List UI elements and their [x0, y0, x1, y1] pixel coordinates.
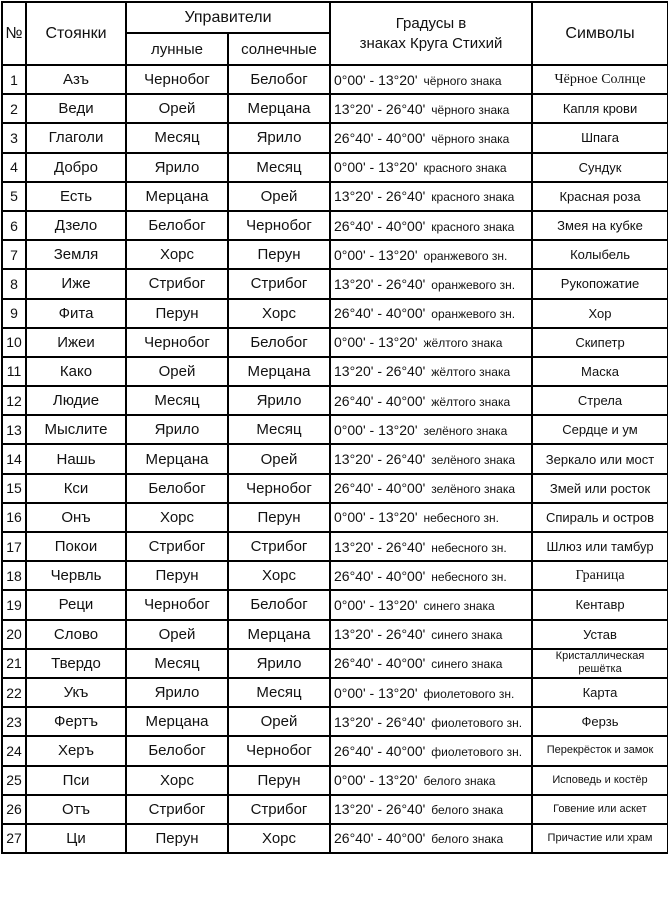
- degree-range: [330, 503, 532, 532]
- table-row: [2, 766, 668, 795]
- degree-value: 26°40' - 40°00': [334, 217, 426, 234]
- symbol: Змей или росток: [532, 474, 668, 503]
- symbol: Скипетр: [532, 328, 668, 357]
- lunar-ruler: Белобог: [126, 474, 228, 503]
- symbol: Чёрное Солнце: [532, 65, 668, 94]
- table-row: [2, 182, 668, 211]
- degree-value: 13°20' - 26°40': [334, 713, 426, 730]
- table-row: [2, 620, 668, 649]
- row-number: 21: [2, 649, 26, 678]
- sign-name: фиолетового зн.: [423, 686, 515, 701]
- lunar-ruler: Стрибог: [126, 795, 228, 824]
- degree-range: [330, 561, 532, 590]
- lunar-ruler: Ярило: [126, 678, 228, 707]
- solar-ruler: Хорс: [228, 299, 330, 328]
- sign-name: зелёного знака: [423, 423, 508, 438]
- table-row: [2, 678, 668, 707]
- solar-ruler: Орей: [228, 182, 330, 211]
- lunar-ruler: Мерцана: [126, 182, 228, 211]
- lunar-ruler: Месяц: [126, 649, 228, 678]
- table-row: [2, 415, 668, 444]
- solar-ruler: Орей: [228, 444, 330, 473]
- solar-ruler: Белобог: [228, 590, 330, 619]
- symbol: Шпага: [532, 123, 668, 152]
- degree-value: 26°40' - 40°00': [334, 567, 426, 584]
- lunar-ruler: Чернобог: [126, 590, 228, 619]
- symbol: Рукопожатие: [532, 269, 668, 298]
- station-name: Дзело: [26, 211, 126, 240]
- row-number: 12: [2, 386, 26, 415]
- table-row: [2, 269, 668, 298]
- lunar-ruler: Ярило: [126, 153, 228, 182]
- table-row: [2, 444, 668, 473]
- station-name: Кси: [26, 474, 126, 503]
- row-number: 14: [2, 444, 26, 473]
- degree-value: 13°20' - 26°40': [334, 275, 426, 292]
- solar-ruler: Месяц: [228, 153, 330, 182]
- sign-name: красного знака: [423, 161, 507, 176]
- row-number: 8: [2, 269, 26, 298]
- table-row: [2, 561, 668, 590]
- row-number: 13: [2, 415, 26, 444]
- lunar-ruler: Перун: [126, 561, 228, 590]
- solar-ruler: Чернобог: [228, 211, 330, 240]
- row-number: 17: [2, 532, 26, 561]
- sign-name: небесного зн.: [431, 540, 507, 555]
- lunar-ruler: Перун: [126, 299, 228, 328]
- symbol: Карта: [532, 678, 668, 707]
- lunar-ruler: Мерцана: [126, 444, 228, 473]
- station-name: Слово: [26, 620, 126, 649]
- table-row: [2, 736, 668, 765]
- station-name: Отъ: [26, 795, 126, 824]
- row-number: 15: [2, 474, 26, 503]
- solar-ruler: Хорс: [228, 824, 330, 853]
- symbol: Граница: [532, 561, 668, 590]
- table-row: [2, 824, 668, 853]
- degree-value: 0°00' - 13°20': [334, 71, 418, 88]
- sign-name: белого знака: [423, 774, 496, 789]
- row-number: 16: [2, 503, 26, 532]
- degree-range: [330, 299, 532, 328]
- symbol: Кентавр: [532, 590, 668, 619]
- lunar-ruler: Орей: [126, 94, 228, 123]
- lunar-ruler: Ярило: [126, 415, 228, 444]
- degree-range: [330, 386, 532, 415]
- station-name: Реци: [26, 590, 126, 619]
- symbol: Сердце и ум: [532, 415, 668, 444]
- station-name: Веди: [26, 94, 126, 123]
- lunar-ruler: Орей: [126, 620, 228, 649]
- solar-ruler: Мерцана: [228, 94, 330, 123]
- degree-value: 26°40' - 40°00': [334, 830, 426, 847]
- row-number: 19: [2, 590, 26, 619]
- degree-range: [330, 678, 532, 707]
- symbol: Зеркало или мост: [532, 444, 668, 473]
- table-row: [2, 153, 668, 182]
- station-name: Азъ: [26, 65, 126, 94]
- degree-range: [330, 649, 532, 678]
- symbol: Хор: [532, 299, 668, 328]
- solar-ruler: Чернобог: [228, 474, 330, 503]
- table-row: [2, 357, 668, 386]
- solar-ruler: Перун: [228, 240, 330, 269]
- station-name: Земля: [26, 240, 126, 269]
- degree-range: [330, 94, 532, 123]
- sign-name: небесного зн.: [431, 569, 507, 584]
- degree-range: [330, 123, 532, 152]
- degree-range: [330, 590, 532, 619]
- solar-ruler: Мерцана: [228, 357, 330, 386]
- degree-value: 26°40' - 40°00': [334, 129, 426, 146]
- table-row: [2, 590, 668, 619]
- table-row: [2, 532, 668, 561]
- solar-ruler: Орей: [228, 707, 330, 736]
- solar-ruler: Стрибог: [228, 795, 330, 824]
- symbol: Ферзь: [532, 707, 668, 736]
- degree-value: 0°00' - 13°20': [334, 509, 418, 526]
- station-name: Твердо: [26, 649, 126, 678]
- station-name: Мыслите: [26, 415, 126, 444]
- table-row: [2, 649, 668, 678]
- degree-value: 0°00' - 13°20': [334, 772, 418, 789]
- symbol: Красная роза: [532, 182, 668, 211]
- table-row: [2, 299, 668, 328]
- degree-value: 13°20' - 26°40': [334, 538, 426, 555]
- symbol: Стрела: [532, 386, 668, 415]
- solar-ruler: Стрибог: [228, 269, 330, 298]
- station-name: Людие: [26, 386, 126, 415]
- sign-name: белого знака: [431, 832, 504, 847]
- sign-name: оранжевого зн.: [431, 307, 516, 322]
- solar-ruler: Стрибог: [228, 532, 330, 561]
- sign-name: чёрного знака: [431, 131, 510, 146]
- symbol: Кристаллическая решётка: [532, 649, 668, 678]
- table-row: [2, 795, 668, 824]
- sign-name: синего знака: [431, 628, 503, 643]
- station-name: Червль: [26, 561, 126, 590]
- table-row: [2, 386, 668, 415]
- sign-name: зелёного знака: [431, 482, 516, 497]
- degree-value: 26°40' - 40°00': [334, 655, 426, 672]
- stations-table: [1, 1, 668, 854]
- station-name: Ци: [26, 824, 126, 853]
- header-lunar: лунные: [126, 33, 228, 65]
- symbol: Перекрёсток и замок: [532, 736, 668, 765]
- header-solar: солнечные: [228, 33, 330, 65]
- symbol: Колыбель: [532, 240, 668, 269]
- sign-name: фиолетового зн.: [431, 715, 523, 730]
- degree-value: 13°20' - 26°40': [334, 100, 426, 117]
- degree-range: [330, 736, 532, 765]
- lunar-ruler: Стрибог: [126, 269, 228, 298]
- degree-value: 13°20' - 26°40': [334, 626, 426, 643]
- degree-value: 0°00' - 13°20': [334, 159, 418, 176]
- sign-name: оранжевого зн.: [423, 248, 508, 263]
- symbol: Шлюз или тамбур: [532, 532, 668, 561]
- station-name: Глаголи: [26, 123, 126, 152]
- station-name: Како: [26, 357, 126, 386]
- solar-ruler: Чернобог: [228, 736, 330, 765]
- solar-ruler: Мерцана: [228, 620, 330, 649]
- solar-ruler: Ярило: [228, 649, 330, 678]
- sign-name: жёлтого знака: [423, 336, 503, 351]
- lunar-ruler: Хорс: [126, 240, 228, 269]
- row-number: 2: [2, 94, 26, 123]
- station-name: Херъ: [26, 736, 126, 765]
- station-name: Иже: [26, 269, 126, 298]
- lunar-ruler: Чернобог: [126, 328, 228, 357]
- sign-name: жёлтого знака: [431, 394, 511, 409]
- row-number: 4: [2, 153, 26, 182]
- header-degrees-line1: Градусы в: [395, 14, 467, 32]
- sign-name: жёлтого знака: [431, 365, 511, 380]
- degree-value: 0°00' - 13°20': [334, 596, 418, 613]
- row-number: 27: [2, 824, 26, 853]
- symbol: Говение или аскет: [532, 795, 668, 824]
- sign-name: красного знака: [431, 219, 515, 234]
- row-number: 10: [2, 328, 26, 357]
- lunar-ruler: Хорс: [126, 503, 228, 532]
- degree-range: [330, 766, 532, 795]
- row-number: 3: [2, 123, 26, 152]
- degree-value: 26°40' - 40°00': [334, 742, 426, 759]
- row-number: 1: [2, 65, 26, 94]
- table-row: [2, 503, 668, 532]
- header-symbols: Символы: [532, 2, 668, 65]
- table-row: [2, 123, 668, 152]
- station-name: Ижеи: [26, 328, 126, 357]
- degree-range: [330, 795, 532, 824]
- degree-value: 13°20' - 26°40': [334, 363, 426, 380]
- solar-ruler: Белобог: [228, 65, 330, 94]
- sign-name: чёрного знака: [423, 73, 502, 88]
- solar-ruler: Перун: [228, 766, 330, 795]
- table-row: [2, 94, 668, 123]
- header-station: Стоянки: [26, 2, 126, 65]
- degree-value: 0°00' - 13°20': [334, 684, 418, 701]
- symbol: Устав: [532, 620, 668, 649]
- row-number: 5: [2, 182, 26, 211]
- solar-ruler: Ярило: [228, 123, 330, 152]
- degree-range: [330, 153, 532, 182]
- row-number: 11: [2, 357, 26, 386]
- degree-range: [330, 474, 532, 503]
- degree-value: 13°20' - 26°40': [334, 451, 426, 468]
- lunar-ruler: Хорс: [126, 766, 228, 795]
- degree-range: [330, 444, 532, 473]
- table-row: [2, 328, 668, 357]
- sign-name: зелёного знака: [431, 453, 516, 468]
- row-number: 25: [2, 766, 26, 795]
- lunar-ruler: Белобог: [126, 736, 228, 765]
- sign-name: небесного зн.: [423, 511, 499, 526]
- header-rulers: Управители: [126, 2, 330, 33]
- symbol: Спираль и остров: [532, 503, 668, 532]
- degree-range: [330, 211, 532, 240]
- degree-range: [330, 707, 532, 736]
- degree-value: 0°00' - 13°20': [334, 334, 418, 351]
- lunar-ruler: Орей: [126, 357, 228, 386]
- symbol: Капля крови: [532, 94, 668, 123]
- degree-value: 0°00' - 13°20': [334, 246, 418, 263]
- degree-range: [330, 269, 532, 298]
- degree-value: 26°40' - 40°00': [334, 305, 426, 322]
- row-number: 6: [2, 211, 26, 240]
- header-degrees-line2: знаках Круга Стихий: [359, 34, 503, 52]
- table-row: [2, 65, 668, 94]
- sign-name: белого знака: [431, 803, 504, 818]
- header-num: №: [2, 2, 26, 65]
- station-name: Фита: [26, 299, 126, 328]
- header-degrees: [330, 2, 532, 65]
- row-number: 26: [2, 795, 26, 824]
- symbol: Исповедь и костёр: [532, 766, 668, 795]
- row-number: 23: [2, 707, 26, 736]
- lunar-ruler: Перун: [126, 824, 228, 853]
- degree-value: 26°40' - 40°00': [334, 480, 426, 497]
- degree-range: [330, 357, 532, 386]
- solar-ruler: Белобог: [228, 328, 330, 357]
- solar-ruler: Хорс: [228, 561, 330, 590]
- row-number: 22: [2, 678, 26, 707]
- row-number: 7: [2, 240, 26, 269]
- sign-name: синего знака: [423, 598, 495, 613]
- degree-value: 13°20' - 26°40': [334, 801, 426, 818]
- lunar-ruler: Месяц: [126, 386, 228, 415]
- sign-name: красного знака: [431, 190, 515, 205]
- symbol: Змея на кубке: [532, 211, 668, 240]
- solar-ruler: Месяц: [228, 415, 330, 444]
- row-number: 20: [2, 620, 26, 649]
- table-row: [2, 240, 668, 269]
- station-name: Нашь: [26, 444, 126, 473]
- table-row: [2, 707, 668, 736]
- degree-range: [330, 240, 532, 269]
- degree-range: [330, 65, 532, 94]
- row-number: 24: [2, 736, 26, 765]
- degree-value: 0°00' - 13°20': [334, 421, 418, 438]
- station-name: Укъ: [26, 678, 126, 707]
- sign-name: оранжевого зн.: [431, 277, 516, 292]
- degree-value: 26°40' - 40°00': [334, 392, 426, 409]
- symbol: Причастие или храм: [532, 824, 668, 853]
- solar-ruler: Перун: [228, 503, 330, 532]
- table-row: [2, 211, 668, 240]
- station-name: Фертъ: [26, 707, 126, 736]
- lunar-ruler: Мерцана: [126, 707, 228, 736]
- sign-name: фиолетового зн.: [431, 744, 523, 759]
- lunar-ruler: Стрибог: [126, 532, 228, 561]
- degree-range: [330, 415, 532, 444]
- station-name: Есть: [26, 182, 126, 211]
- sign-name: чёрного знака: [431, 102, 510, 117]
- lunar-ruler: Месяц: [126, 123, 228, 152]
- station-name: Покои: [26, 532, 126, 561]
- row-number: 18: [2, 561, 26, 590]
- station-name: Пси: [26, 766, 126, 795]
- degree-range: [330, 620, 532, 649]
- degree-value: 13°20' - 26°40': [334, 188, 426, 205]
- solar-ruler: Месяц: [228, 678, 330, 707]
- sign-name: синего знака: [431, 657, 503, 672]
- degree-range: [330, 182, 532, 211]
- degree-range: [330, 328, 532, 357]
- lunar-ruler: Белобог: [126, 211, 228, 240]
- lunar-ruler: Чернобог: [126, 65, 228, 94]
- row-number: 9: [2, 299, 26, 328]
- symbol: Сундук: [532, 153, 668, 182]
- symbol: Маска: [532, 357, 668, 386]
- solar-ruler: Ярило: [228, 386, 330, 415]
- station-name: Добро: [26, 153, 126, 182]
- station-name: Онъ: [26, 503, 126, 532]
- table-row: [2, 474, 668, 503]
- degree-range: [330, 824, 532, 853]
- degree-range: [330, 532, 532, 561]
